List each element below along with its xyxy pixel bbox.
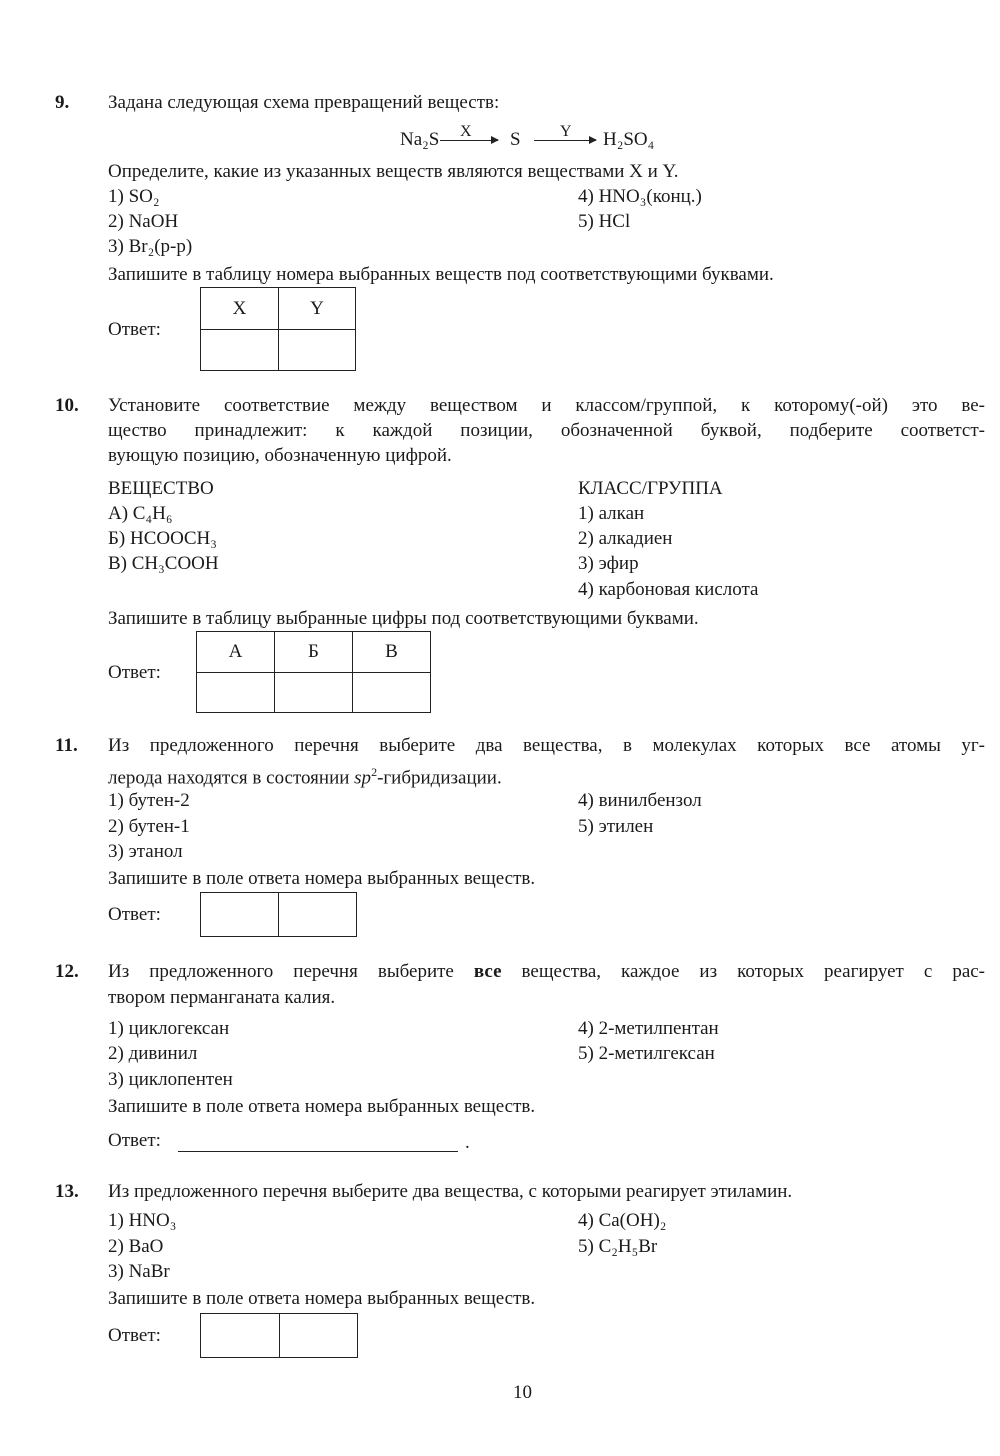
scheme-mid: S: [510, 129, 521, 150]
option: 3) этанол: [108, 841, 183, 862]
option: 1) бутен-2: [108, 790, 190, 811]
option: 2) дивинил: [108, 1043, 198, 1064]
scheme-end: H₂SO₄: [603, 129, 655, 150]
q10-number: 10.: [55, 395, 79, 416]
q9-number: 9.: [55, 92, 70, 113]
answer-cell[interactable]: [200, 892, 279, 937]
answer-cell-y[interactable]: [278, 329, 356, 371]
answer-cell-a[interactable]: [196, 672, 275, 713]
q12-text: Из предложенного перечня выберите: [108, 961, 474, 982]
option: 5) HCl: [578, 211, 631, 232]
q11-text-line: Из предложенного перечня выберите два вещества, в молекулах которых все атомы уг-: [108, 735, 985, 756]
right-item: 1) алкан: [578, 503, 645, 524]
option: 3) циклопентен: [108, 1069, 233, 1090]
arrow-icon: [440, 140, 498, 141]
q10-text-line: щество принадлежит: к каждой позиции, обозначенной буквой, подберите соответст-: [108, 420, 985, 441]
option: 4) HNO₃(конц.): [578, 186, 702, 207]
answer-cell[interactable]: [279, 1313, 358, 1358]
scheme-x: X: [460, 123, 472, 140]
answer-label: Ответ:: [108, 319, 161, 340]
option: 1) SO₂: [108, 186, 160, 207]
answer-label: Ответ:: [108, 904, 161, 925]
option: 4) 2-метилпентан: [578, 1018, 719, 1039]
q12-text-line: твором перманганата калия.: [108, 987, 336, 1008]
option: 4) Ca(OH)₂: [578, 1210, 667, 1231]
answer-label: Ответ:: [108, 1130, 161, 1151]
answer-cell-b[interactable]: [274, 672, 353, 713]
q11-tail: -гибридизации.: [377, 767, 502, 789]
option: 2) BaO: [108, 1236, 164, 1257]
answer-cell-x[interactable]: [200, 329, 279, 371]
left-header: ВЕЩЕСТВО: [108, 478, 214, 499]
q13-instruction: Запишите в поле ответа номера выбранных веществ.: [108, 1288, 536, 1309]
option: 3) Br₂(р-р): [108, 236, 193, 257]
q10-text-line: Установите соответствие между веществом и классом/группой, к которому(-ой) это ве-: [108, 395, 985, 416]
q9-question: Определите, какие из указанных веществ являются веществами X и Y.: [108, 161, 679, 182]
answer-dot: .: [465, 1132, 470, 1153]
q11-number: 11.: [55, 735, 78, 756]
q10-text-line: вующую позицию, обозначенную цифрой.: [108, 445, 452, 466]
option: 5) этилен: [578, 816, 654, 837]
option: 4) винилбензол: [578, 790, 702, 811]
answer-line[interactable]: [178, 1151, 458, 1152]
q11-text: лерода находятся в состоянии: [108, 767, 355, 789]
page-number: 10: [513, 1382, 532, 1403]
sp-term: sp: [354, 767, 372, 789]
column-header-y: Y: [278, 287, 356, 330]
option: 2) бутен-1: [108, 816, 190, 837]
column-header-v: В: [352, 631, 431, 673]
q9-instruction: Запишите в таблицу номера выбранных веществ под соответствующими буквами.: [108, 264, 774, 285]
column-header-a: А: [196, 631, 275, 673]
column-header-x: X: [200, 287, 279, 330]
q11-instruction: Запишите в поле ответа номера выбранных веществ.: [108, 868, 536, 889]
left-item: Б) HCOOCH₃: [108, 528, 217, 549]
right-item: 2) алкадиен: [578, 528, 673, 549]
arrow-icon: [534, 140, 596, 141]
option: 3) NaBr: [108, 1261, 170, 1282]
answer-label: Ответ:: [108, 662, 161, 683]
option: 1) циклогексан: [108, 1018, 230, 1039]
option: 5) C₂H₅Br: [578, 1236, 658, 1257]
option: 2) NaOH: [108, 211, 179, 232]
left-item: А) C₄H₆: [108, 503, 173, 524]
q12-text-line: [108, 960, 985, 984]
answer-label: Ответ:: [108, 1325, 161, 1346]
q9-text: Задана следующая схема превращений веществ:: [108, 92, 500, 113]
left-item: В) CH₃COOH: [108, 553, 219, 574]
answer-cell[interactable]: [200, 1313, 280, 1358]
right-header: КЛАСС/ГРУППА: [578, 478, 723, 499]
option: 5) 2-метилгексан: [578, 1043, 715, 1064]
right-item: 3) эфир: [578, 553, 639, 574]
answer-cell-v[interactable]: [352, 672, 431, 713]
option: 1) HNO₃: [108, 1210, 177, 1231]
q12-instruction: Запишите в поле ответа номера выбранных веществ.: [108, 1096, 536, 1117]
column-header-b: Б: [274, 631, 353, 673]
q12-emphasis: все: [473, 961, 502, 982]
q11-text-line: [108, 760, 502, 790]
q13-number: 13.: [55, 1181, 79, 1202]
q10-instruction: Запишите в таблицу выбранные цифры под соответствующими буквами.: [108, 608, 699, 629]
q13-text: Из предложенного перечня выберите два вещества, с которыми реагирует этиламин.: [108, 1181, 793, 1202]
q12-number: 12.: [55, 961, 79, 982]
superscript: 2: [371, 765, 378, 779]
scheme-y: Y: [560, 123, 572, 140]
answer-cell[interactable]: [278, 892, 357, 937]
scheme-start: Na₂S: [400, 129, 440, 150]
q12-text: вещества, каждое из которых реагирует с рас-: [501, 961, 986, 982]
right-item: 4) карбоновая кислота: [578, 579, 759, 600]
